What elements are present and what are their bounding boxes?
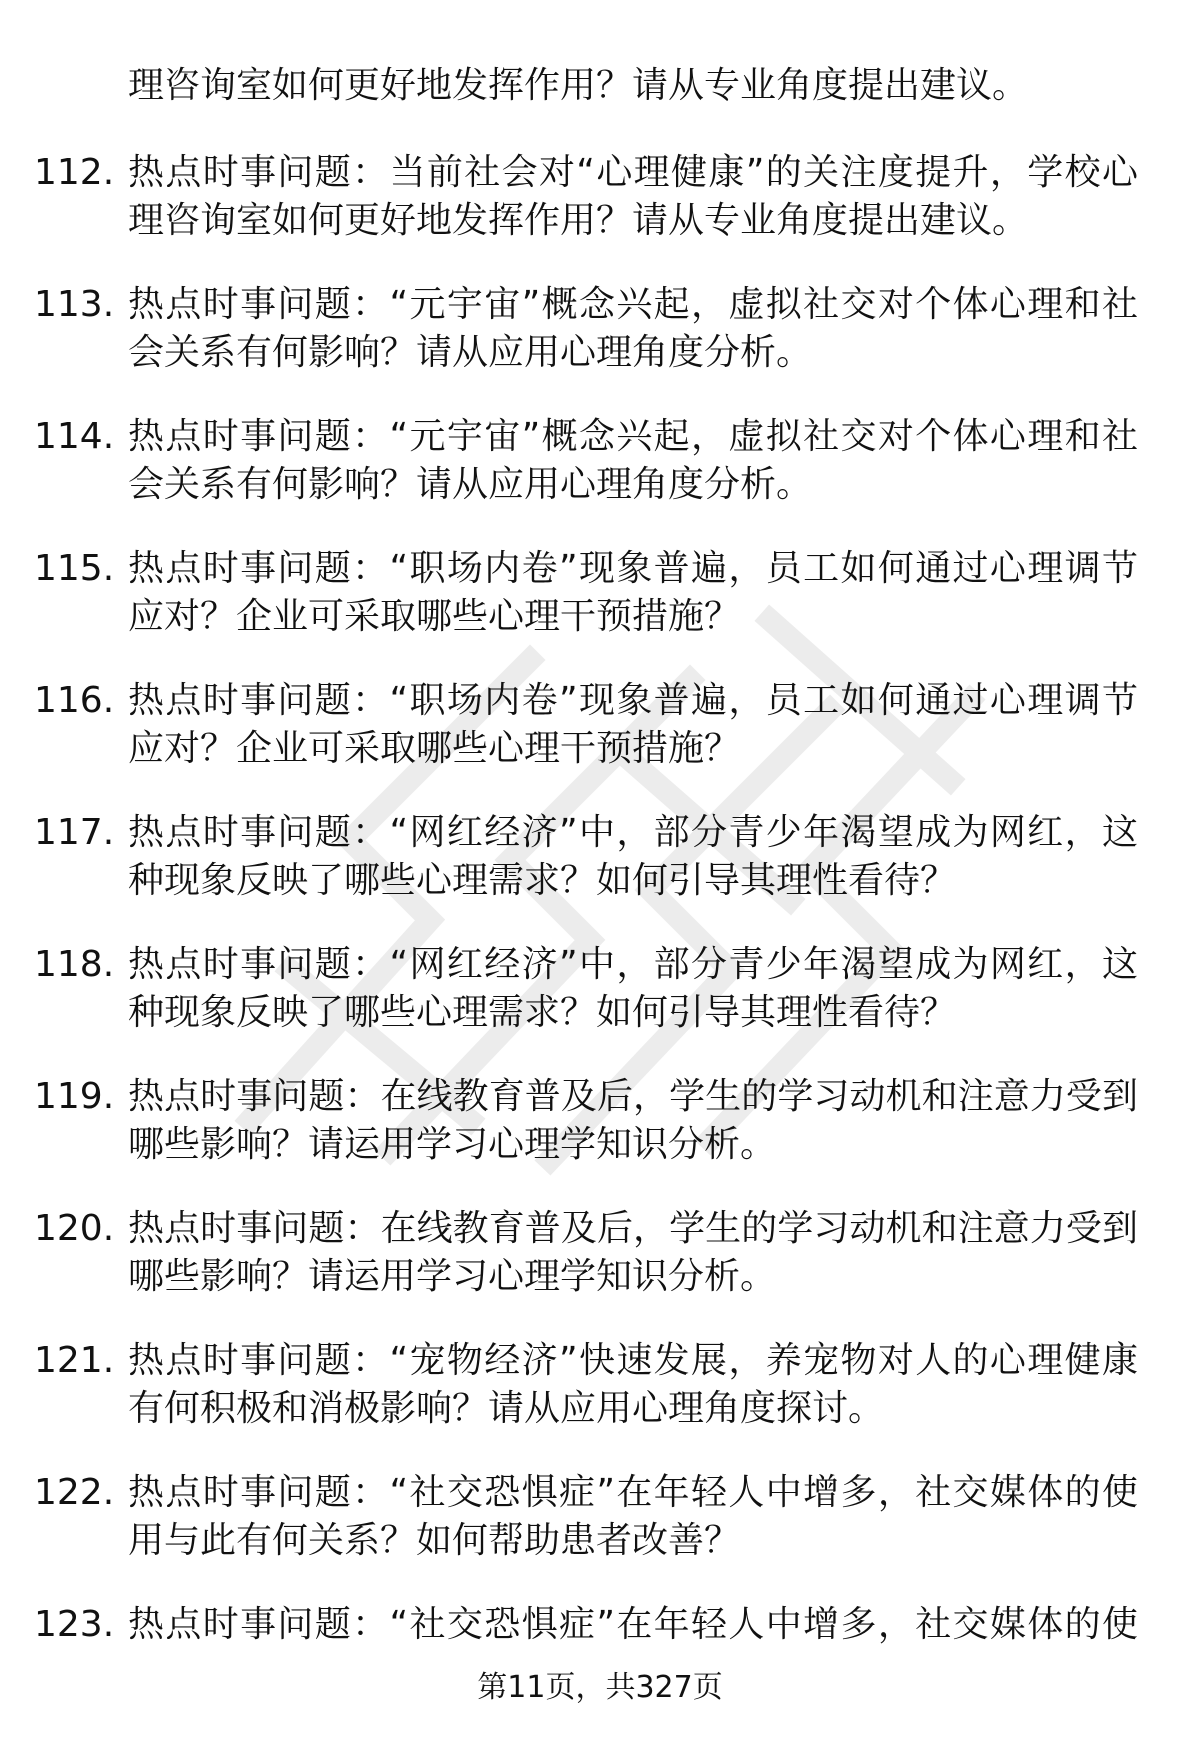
item-text-line: 会关系有何影响？请从应用心理角度分析。 xyxy=(128,332,813,373)
list-item xyxy=(0,149,1200,281)
list-item xyxy=(0,809,1200,941)
item-text-line: 种现象反映了哪些心理需求？如何引导其理性看待？ xyxy=(128,860,957,901)
item-text xyxy=(128,1073,1138,1169)
item-text-line: 应对？企业可采取哪些心理干预措施？ xyxy=(128,596,741,637)
list-item xyxy=(0,1337,1200,1469)
item-text xyxy=(128,1205,1138,1301)
continuation-text: 理咨询室如何更好地发挥作用？请从专业角度提出建议。 xyxy=(128,65,1029,106)
item-text-line: 热点时事问题：“网红经济”中，部分青少年渴望成为网红，这 xyxy=(128,944,1138,985)
list-item xyxy=(0,1073,1200,1205)
item-text-line: 会关系有何影响？请从应用心理角度分析。 xyxy=(128,464,813,505)
list-item xyxy=(0,941,1200,1073)
item-number: 118. xyxy=(34,944,115,985)
item-text-line: 用与此有何关系？如何帮助患者改善？ xyxy=(128,1520,741,1561)
item-number: 120. xyxy=(34,1208,115,1249)
item-number: 123. xyxy=(34,1604,115,1645)
item-number: 119. xyxy=(34,1076,115,1117)
item-text xyxy=(128,941,1138,1037)
item-number: 117. xyxy=(34,812,115,853)
list-item xyxy=(0,281,1200,413)
item-text-line: 热点时事问题：“元宇宙”概念兴起，虚拟社交对个体心理和社 xyxy=(128,284,1138,325)
item-text-line: 热点时事问题：当前社会对“心理健康”的关注度提升，学校心 xyxy=(128,152,1138,193)
list-item xyxy=(0,1205,1200,1337)
item-text-line: 哪些影响？请运用学习心理学知识分析。 xyxy=(128,1256,777,1297)
item-text xyxy=(128,809,1138,905)
item-text xyxy=(128,149,1138,245)
item-text xyxy=(128,413,1138,509)
list-item xyxy=(0,413,1200,545)
item-text-line: 种现象反映了哪些心理需求？如何引导其理性看待？ xyxy=(128,992,957,1033)
item-text-line: 热点时事问题：“社交恐惧症”在年轻人中增多，社交媒体的使 xyxy=(128,1472,1138,1513)
item-text-line: 热点时事问题：在线教育普及后，学生的学习动机和注意力受到 xyxy=(128,1208,1138,1249)
item-text-line: 热点时事问题：“职场内卷”现象普遍，员工如何通过心理调节 xyxy=(128,680,1138,721)
question-list xyxy=(0,149,1200,1733)
item-text xyxy=(128,1337,1138,1433)
item-number: 115. xyxy=(34,548,115,589)
item-number: 114. xyxy=(34,416,115,457)
item-text-line: 热点时事问题：“职场内卷”现象普遍，员工如何通过心理调节 xyxy=(128,548,1138,589)
list-item xyxy=(0,677,1200,809)
item-text-line: 理咨询室如何更好地发挥作用？请从专业角度提出建议。 xyxy=(128,200,1029,241)
item-text xyxy=(128,281,1138,377)
item-text xyxy=(128,545,1138,641)
list-item xyxy=(0,545,1200,677)
item-text-line: 热点时事问题：“宠物经济”快速发展，养宠物对人的心理健康 xyxy=(128,1340,1138,1381)
item-number: 121. xyxy=(34,1340,115,1381)
item-text-line: 热点时事问题：“社交恐惧症”在年轻人中增多，社交媒体的使 xyxy=(128,1604,1138,1645)
item-text-line: 哪些影响？请运用学习心理学知识分析。 xyxy=(128,1124,777,1165)
item-text-line: 热点时事问题：“网红经济”中，部分青少年渴望成为网红，这 xyxy=(128,812,1138,853)
item-text-line: 热点时事问题：在线教育普及后，学生的学习动机和注意力受到 xyxy=(128,1076,1138,1117)
item-number: 122. xyxy=(34,1472,115,1513)
item-text-line: 应对？企业可采取哪些心理干预措施？ xyxy=(128,728,741,769)
item-text-line: 热点时事问题：“元宇宙”概念兴起，虚拟社交对个体心理和社 xyxy=(128,416,1138,457)
item-number: 116. xyxy=(34,680,115,721)
list-item xyxy=(0,1469,1200,1601)
list-item xyxy=(0,1601,1200,1733)
item-number: 112. xyxy=(34,152,115,193)
item-number: 113. xyxy=(34,284,115,325)
item-text xyxy=(128,677,1138,773)
page-footer: 第11页，共327页 xyxy=(477,1670,723,1705)
item-text xyxy=(128,1469,1138,1565)
item-text xyxy=(128,1601,1138,1649)
item-text-line: 有何积极和消极影响？请从应用心理角度探讨。 xyxy=(128,1388,885,1429)
